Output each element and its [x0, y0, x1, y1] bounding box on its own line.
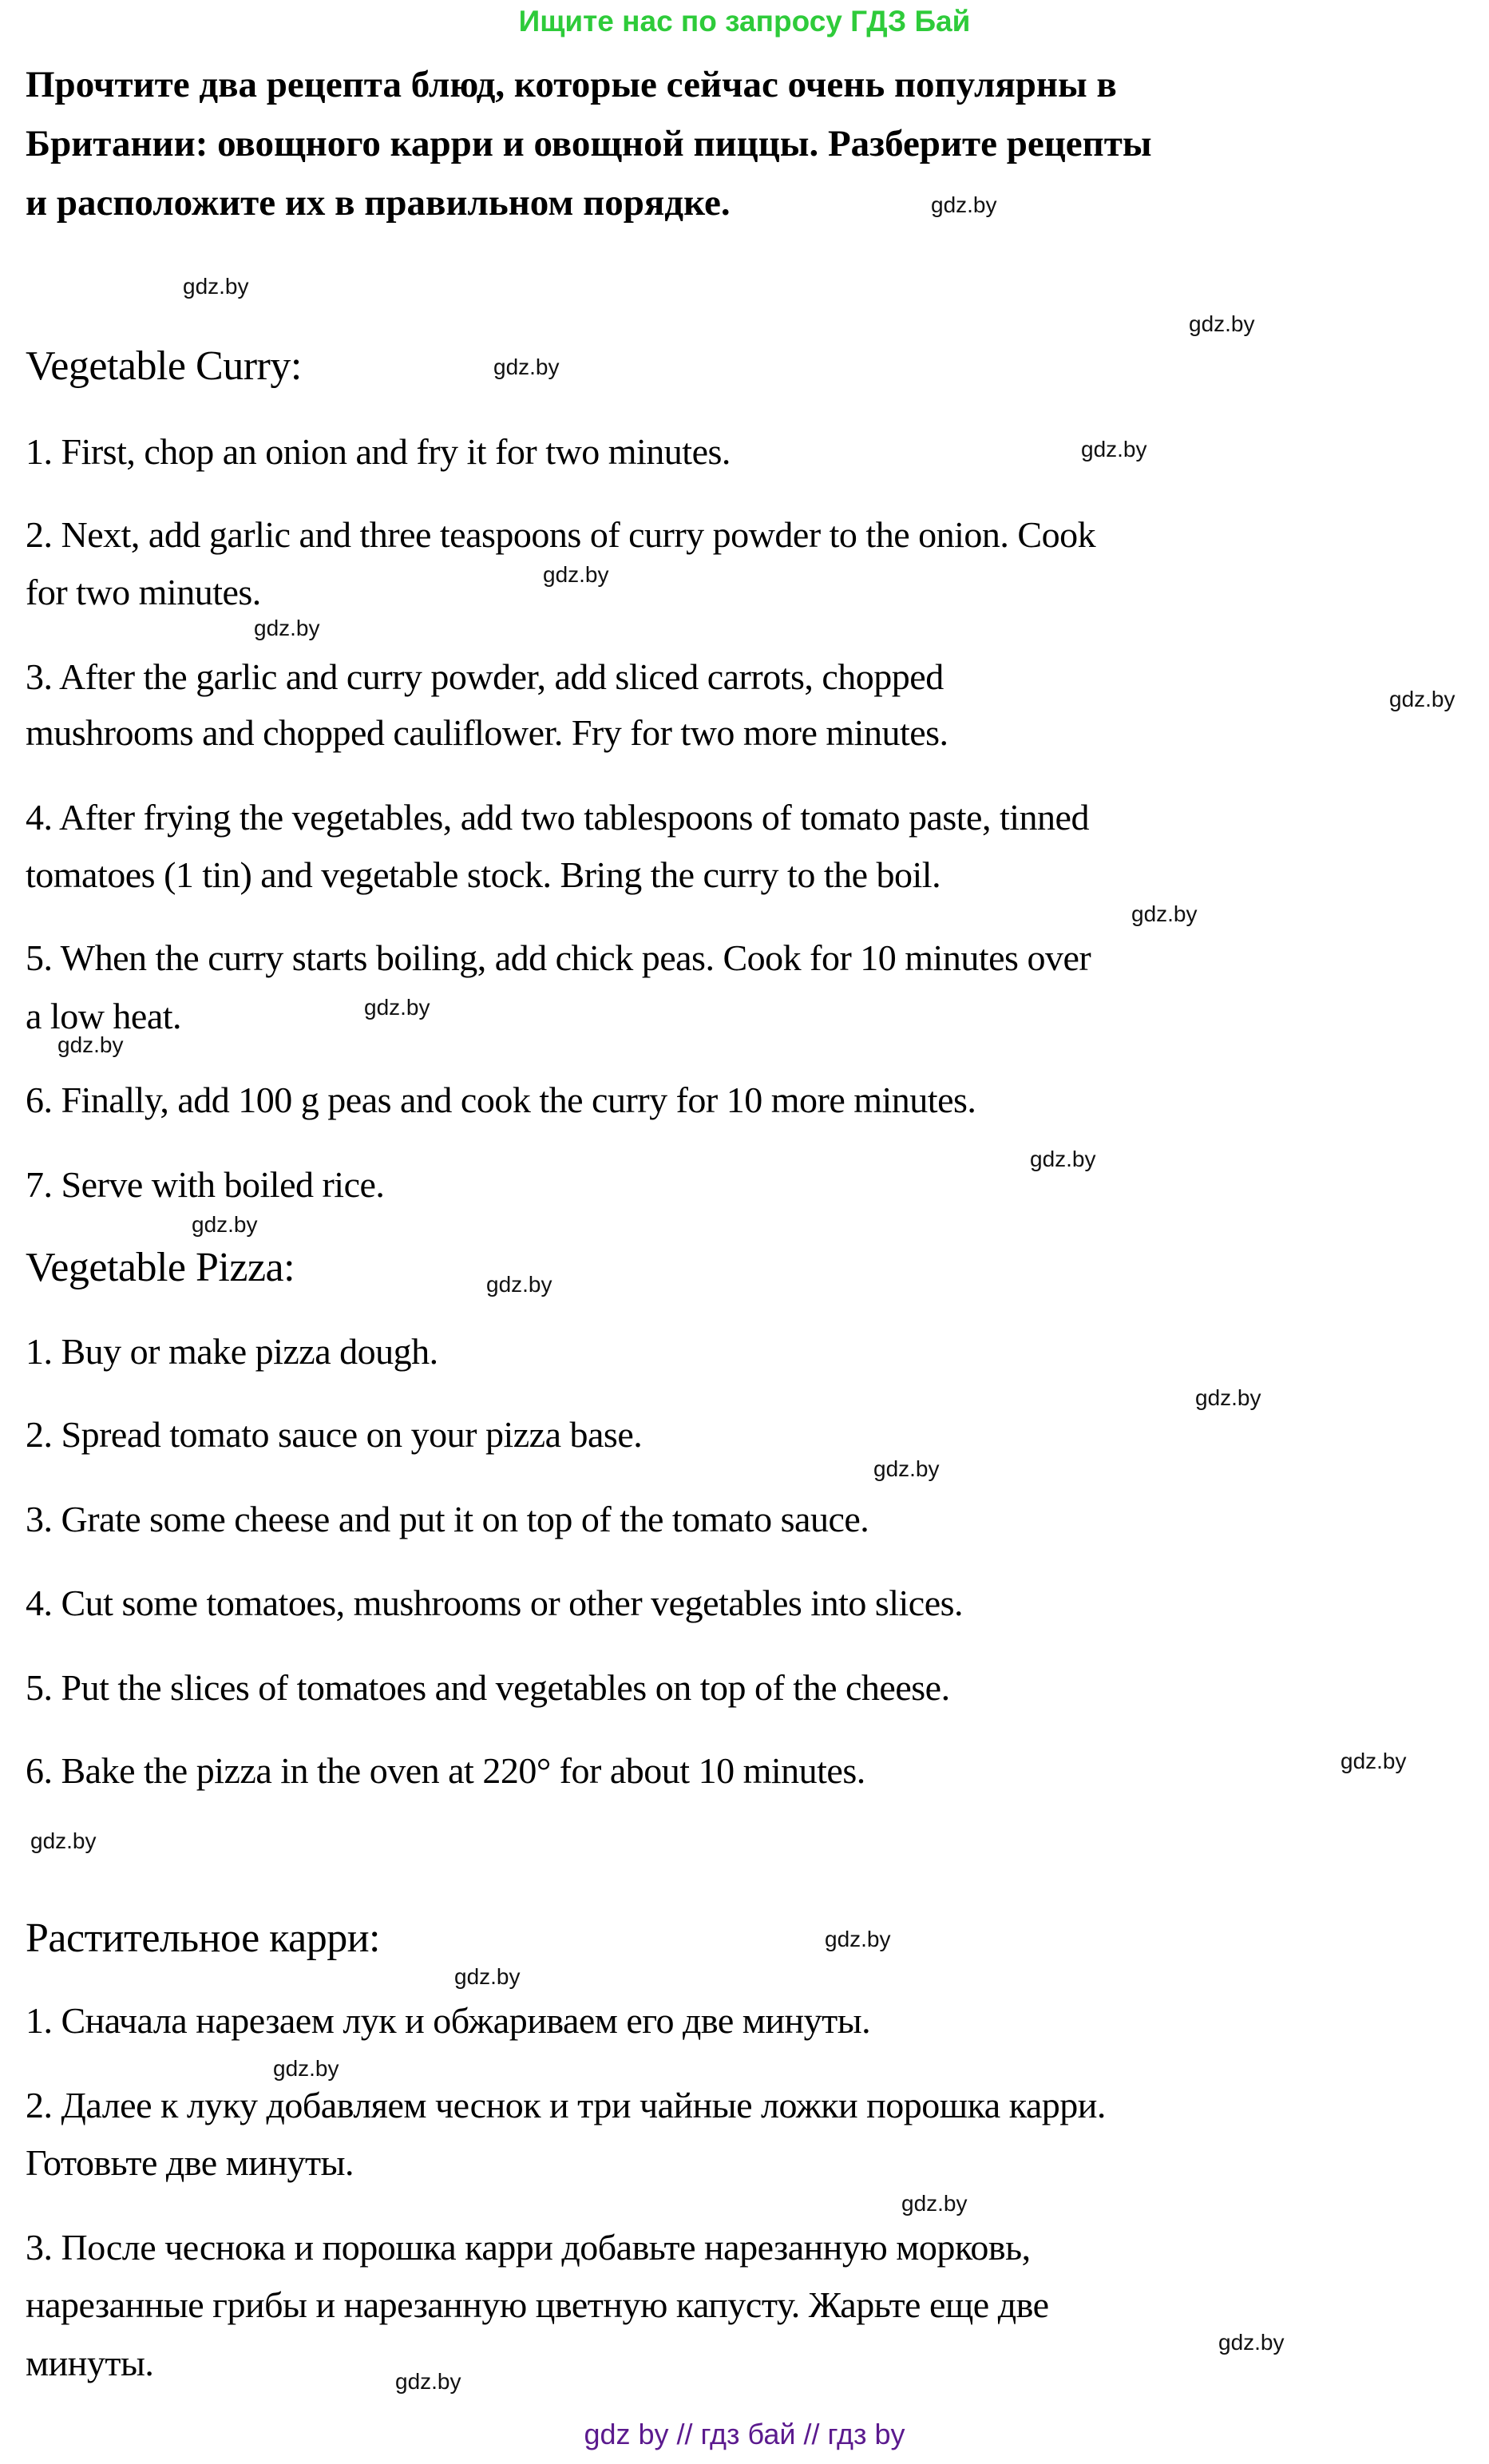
- pizza-step-line: 1. Buy or make pizza dough.: [26, 1331, 438, 1372]
- curry-title: Vegetable Curry:: [26, 343, 302, 389]
- gdz-watermark: gdz.by: [254, 616, 320, 640]
- curry-step-line: 1. First, chop an onion and fry it for two minutes.: [26, 431, 731, 472]
- pizza-step-line: 2. Spread tomato sauce on your pizza base.: [26, 1414, 643, 1455]
- gdz-watermark: gdz.by: [1189, 311, 1255, 336]
- gdz-watermark: gdz.by: [873, 1456, 940, 1481]
- gdz-watermark: gdz.by: [486, 1272, 552, 1297]
- gdz-watermark: gdz.by: [1195, 1385, 1261, 1410]
- gdz-watermark: gdz.by: [1030, 1147, 1096, 1171]
- curry-ru-title: Растительное карри:: [26, 1915, 380, 1961]
- pizza-step-line: 3. Grate some cheese and put it on top of the tomato sauce.: [26, 1499, 869, 1539]
- footer-site-links: gdz by // гдз бай // гдз by: [584, 2418, 905, 2450]
- curry-ru-step-line: 1. Сначала нарезаем лук и обжариваем его две минуты.: [26, 2000, 871, 2041]
- pizza-step-line: 5. Put the slices of tomatoes and vegetables on top of the cheese.: [26, 1667, 950, 1708]
- curry-ru-step-line: минуты.: [26, 2343, 154, 2383]
- gdz-watermark: gdz.by: [183, 274, 249, 299]
- task-intro-line: Прочтите два рецепта блюд, которые сейчас очень популярны в: [26, 64, 1117, 105]
- pizza-step-line: 6. Bake the pizza in the oven at 220° for about 10 minutes.: [26, 1750, 865, 1791]
- gdz-watermark: gdz.by: [364, 995, 430, 1020]
- gdz-watermark: gdz.by: [30, 1828, 97, 1853]
- task-intro-line: и расположите их в правильном порядке.: [26, 182, 731, 224]
- gdz-watermark: gdz.by: [273, 2056, 339, 2081]
- gdz-watermark: gdz.by: [454, 1964, 521, 1989]
- curry-ru-step-line: нарезанные грибы и нарезанную цветную капусту. Жарьте еще две: [26, 2284, 1049, 2325]
- curry-ru-step-line: 3. После чеснока и порошка карри добавьте нарезанную морковь,: [26, 2227, 1031, 2268]
- curry-step-line: a low heat.: [26, 996, 182, 1036]
- gdz-watermark: gdz.by: [1340, 1749, 1407, 1773]
- curry-step-line: 2. Next, add garlic and three teaspoons of curry powder to the onion. Cook: [26, 514, 1096, 555]
- gdz-watermark: gdz.by: [1081, 437, 1147, 462]
- gdz-watermark: gdz.by: [192, 1212, 258, 1237]
- task-intro-line: Британии: овощного карри и овощной пиццы. Разберите рецепты: [26, 123, 1152, 164]
- curry-step-line: 5. When the curry starts boiling, add chick peas. Cook for 10 minutes over: [26, 937, 1091, 978]
- gdz-watermark: gdz.by: [57, 1032, 124, 1057]
- curry-step-line: 6. Finally, add 100 g peas and cook the curry for 10 more minutes.: [26, 1079, 976, 1120]
- gdz-watermark: gdz.by: [901, 2191, 968, 2216]
- gdz-watermark: gdz.by: [1218, 2330, 1285, 2355]
- curry-step-line: 7. Serve with boiled rice.: [26, 1164, 385, 1205]
- pizza-step-line: 4. Cut some tomatoes, mushrooms or other vegetables into slices.: [26, 1583, 964, 1623]
- curry-ru-step-line: 2. Далее к луку добавляем чеснок и три чайные ложки порошка карри.: [26, 2085, 1106, 2125]
- gdz-watermark: gdz.by: [931, 192, 997, 217]
- curry-step-line: 4. After frying the vegetables, add two tablespoons of tomato paste, tinned: [26, 797, 1089, 838]
- gdz-watermark: gdz.by: [493, 355, 560, 379]
- curry-step-line: mushrooms and chopped cauliflower. Fry for two more minutes.: [26, 712, 948, 753]
- gdz-watermark: gdz.by: [1389, 687, 1455, 711]
- promo-banner-text: Ищите нас по запросу ГДЗ Бай: [518, 5, 971, 38]
- pizza-title: Vegetable Pizza:: [26, 1245, 295, 1290]
- curry-step-line: tomatoes (1 tin) and vegetable stock. Bring the curry to the boil.: [26, 854, 941, 895]
- curry-step-line: 3. After the garlic and curry powder, add sliced carrots, chopped: [26, 656, 944, 697]
- gdz-watermark: gdz.by: [543, 562, 609, 587]
- curry-step-line: for two minutes.: [26, 572, 261, 612]
- gdz-watermark: gdz.by: [825, 1927, 891, 1951]
- gdz-watermark: gdz.by: [395, 2369, 461, 2394]
- gdz-watermark: gdz.by: [1131, 901, 1198, 926]
- curry-ru-step-line: Готовьте две минуты.: [26, 2142, 354, 2183]
